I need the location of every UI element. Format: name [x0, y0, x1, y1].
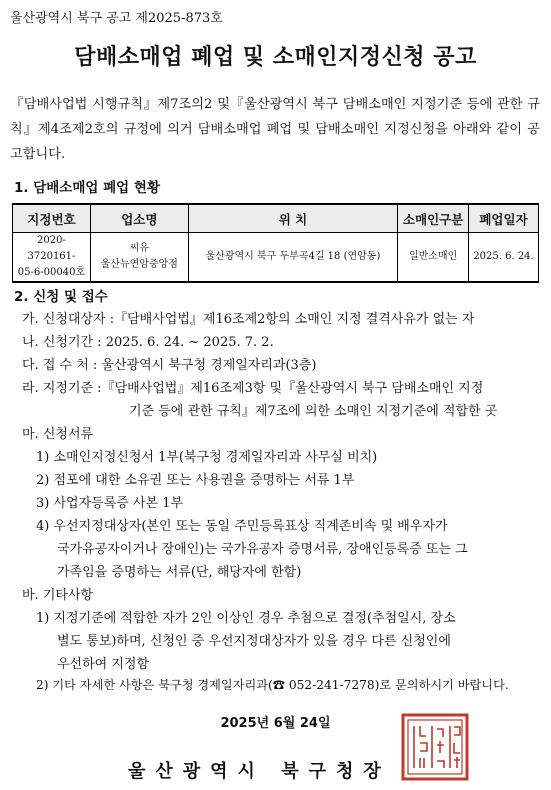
item-ma: 마. 신청서류 — [22, 427, 94, 442]
cell-name-line2: 울산뉴연암중앙점 — [100, 259, 178, 270]
cell-id-line1: 2020-3720161- — [27, 235, 76, 262]
item-ma-3: 3) 사업자등록증 사본 1부 — [36, 496, 184, 511]
closure-table — [12, 203, 539, 283]
item-ra-line1: 라. 지정기준 :『담배사업법』제16조제3항 및『울산광역시 북구 담배소매인 지정 — [22, 381, 484, 396]
official-seal-icon — [401, 713, 469, 781]
intro-paragraph: 『담배사업법 시행규칙』제7조의2 및『울산광역시 북구 담배소매인 지정기준 등에 관한 규칙』제4조제2호의 규정에 의거 담배소매업 폐업 및 담배소매인 지정신청을 아래와 같이 공고합니다. — [10, 97, 540, 162]
table-row — [13, 233, 539, 283]
section-1-heading: 1. 담배소매업 폐업 현황 — [14, 180, 160, 196]
section-2-heading: 2. 신청 및 접수 — [14, 289, 108, 305]
item-ma-4-line3: 가족임을 증명하는 서류(단, 해당자에 한함) — [57, 565, 302, 580]
cell-name-line1: 씨유 — [129, 243, 149, 254]
item-ba: 바. 기타사항 — [22, 588, 94, 603]
col-header-type: 소매인구분 — [398, 204, 469, 233]
cell-location: 울산광역시 북구 두부곡4길 18 (연암동) — [188, 233, 398, 283]
col-header-id: 지정번호 — [13, 204, 91, 233]
notice-number: 울산광역시 북구 공고 제2025-873호 — [10, 11, 223, 26]
item-ba-1-line3: 우선하여 지정함 — [57, 657, 150, 672]
item-ga: 가. 신청대상자 :『담배사업법』제16조제2항의 소매인 지정 결격사유가 없는 자 — [22, 312, 475, 327]
cell-date: 2025. 6. 24. — [469, 233, 539, 283]
cell-name — [90, 233, 188, 283]
col-header-date: 폐업일자 — [469, 204, 539, 233]
cell-type: 일반소매인 — [398, 233, 469, 283]
item-ra-line2: 기준 등에 관한 규칙』제7조에 의한 소매인 지정기준에 적합한 곳 — [129, 404, 498, 419]
cell-id — [13, 233, 91, 283]
item-ba-2: 2) 기타 자세한 사항은 북구청 경제일자리과(☎ 052-241-7278)로 문의하시기 바랍니다. — [36, 678, 509, 692]
notice-date: 2025년 6월 24일 — [220, 716, 331, 731]
col-header-name: 업소명 — [90, 204, 188, 233]
item-ba-1-line2: 별도 통보)하며, 신청인 중 우선지정대상자가 있을 경우 다른 신청인에 — [57, 634, 451, 649]
table-header-row — [13, 204, 539, 233]
issuer-name: 울산광역시 북구청장 — [128, 761, 391, 782]
item-ma-1: 1) 소매인지정신청서 1부(북구청 경제일자리과 사무실 비치) — [36, 450, 378, 465]
item-ba-1-line1: 1) 지정기준에 적합한 자가 2인 이상인 경우 추첨으로 결정(추첨일시, 장소 — [36, 611, 456, 626]
item-na: 나. 신청기간 : 2025. 6. 24. ~ 2025. 7. 2. — [22, 335, 274, 350]
item-ma-2: 2) 점포에 대한 소유권 또는 사용권을 증명하는 서류 1부 — [36, 473, 355, 488]
col-header-location: 위 치 — [188, 204, 398, 233]
cell-id-line2: 05-6-00040호 — [17, 267, 86, 278]
item-ma-4-line2: 국가유공자이거나 장애인)는 국가유공자 증명서류, 장애인등록증 또는 그 — [57, 542, 468, 557]
item-da: 다. 접 수 처 : 울산광역시 북구청 경제일자리과(3층) — [22, 358, 317, 373]
item-ma-4-line1: 4) 우선지정대상자(본인 또는 동일 주민등록표상 직계존비속 및 배우자가 — [36, 519, 448, 534]
page-title: 담배소매업 폐업 및 소매인지정신청 공고 — [74, 45, 477, 70]
